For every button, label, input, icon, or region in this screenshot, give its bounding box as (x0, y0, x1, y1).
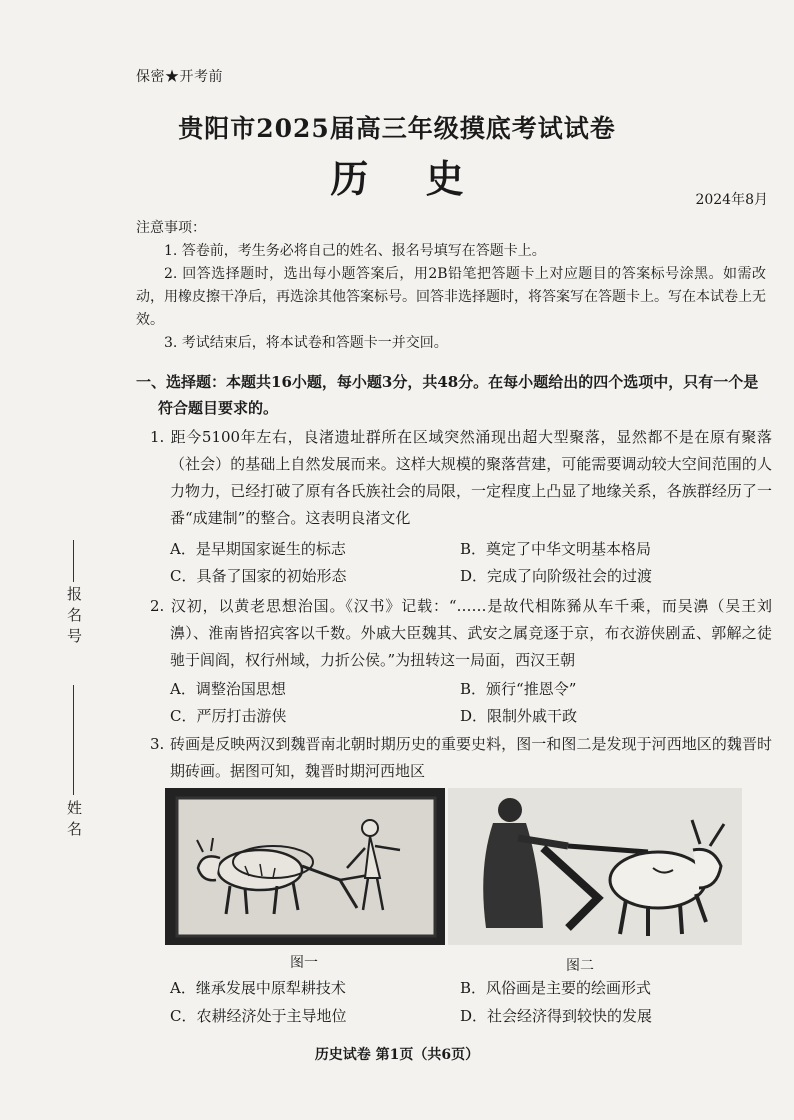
name-line[interactable] (73, 685, 74, 795)
question-3 (150, 731, 772, 785)
notice-item-3: 3. 考试结束后，将本试卷和答题卡一并交回。 (164, 335, 448, 351)
question-2 (150, 593, 772, 674)
q2-option-c[interactable]: C．严厉打击游侠 (170, 707, 287, 725)
figure-2-brick-painting (448, 788, 742, 945)
q3-option-c[interactable]: C．农耕经济处于主导地位 (170, 1007, 347, 1025)
q1-option-d[interactable]: D．完成了向阶级社会的过渡 (460, 567, 653, 585)
question-1-number: 1. (150, 428, 165, 446)
registration-number-label: 报名号 (65, 586, 83, 649)
question-1-stem: 距今5100年左右，良渚遗址群所在区域突然涌现出超大型聚落，显然都不是在原有聚落（社会）的基础上自然发展而来。这样大规模的聚落营建，可能需要调动较大空间范围的人力物力，已经打破了原有各氏族社会的局限，一定程度上凸显了地缘关系，各族群经历了一番“成建制”的整合。这表明良渚文化 (170, 428, 772, 527)
q1-option-c[interactable]: C．具备了国家的初始形态 (170, 567, 347, 585)
q2-option-a[interactable]: A．调整治国思想 (170, 680, 286, 698)
section-heading-text: 一、选择题：本题共16小题，每小题3分，共48分。在每小题给出的四个选项中，只有一个是符合题目要求的。 (136, 373, 759, 417)
q2-option-d[interactable]: D．限制外戚干政 (460, 707, 578, 725)
question-2-number: 2. (150, 597, 165, 615)
question-3-number: 3. (150, 735, 165, 753)
notice-item-2: 2. 回答选择题时，选出每小题答案后，用2B铅笔把答题卡上对应题目的答案标号涂黑。如需改动，用橡皮擦干净后，再选涂其他答案标号。回答非选择题时，将答案写在答题卡上。写在本试卷上无效。 (136, 266, 766, 328)
q2-option-b[interactable]: B．颁行“推恩令” (460, 680, 577, 698)
exam-title: 贵阳市2025届高三年级摸底考试试卷 (178, 114, 616, 143)
exam-date: 2024年8月 (695, 192, 768, 208)
figure-1-caption: 图一 (290, 955, 318, 971)
ox-plowing-illustration-1 (165, 788, 445, 945)
notice-item-1: 1. 答卷前，考生务必将自己的姓名、报名号填写在答题卡上。 (164, 243, 546, 259)
q3-option-a[interactable]: A．继承发展中原犁耕技术 (170, 979, 346, 997)
name-label: 姓名 (65, 800, 83, 842)
page-footer: 历史试卷 第1页（共6页） (314, 1047, 480, 1063)
q3-option-b[interactable]: B．风俗画是主要的绘画形式 (460, 979, 652, 997)
q3-option-d[interactable]: D．社会经济得到较快的发展 (460, 1007, 653, 1025)
question-2-stem: 汉初，以黄老思想治国。《汉书》记载：“……是故代相陈豨从车千乘，而吴濞（吴王刘濞）、淮南皆招宾客以千数。外戚大臣魏其、武安之属竞逐于京，布衣游侠剧孟、郭解之徒驰于闾阎，权行州域，力折公侯。”为扭转这一局面，西汉王朝 (170, 597, 772, 669)
notice-heading: 注意事项： (136, 220, 206, 236)
confidential-mark: 保密★开考前 (136, 69, 223, 85)
ox-plowing-illustration-2 (448, 788, 742, 945)
subject-title: 历 史 (330, 156, 486, 201)
q1-option-a[interactable]: A．是早期国家诞生的标志 (170, 540, 346, 558)
question-3-stem: 砖画是反映两汉到魏晋南北朝时期历史的重要史料，图一和图二是发现于河西地区的魏晋时期砖画。据图可知，魏晋时期河西地区 (170, 735, 772, 780)
figure-2-caption: 图二 (566, 958, 594, 974)
question-1 (150, 424, 772, 532)
q1-option-b[interactable]: B．奠定了中华文明基本格局 (460, 540, 652, 558)
registration-number-line[interactable] (73, 540, 74, 582)
section-heading (136, 369, 768, 421)
figure-1-brick-painting (165, 788, 445, 945)
